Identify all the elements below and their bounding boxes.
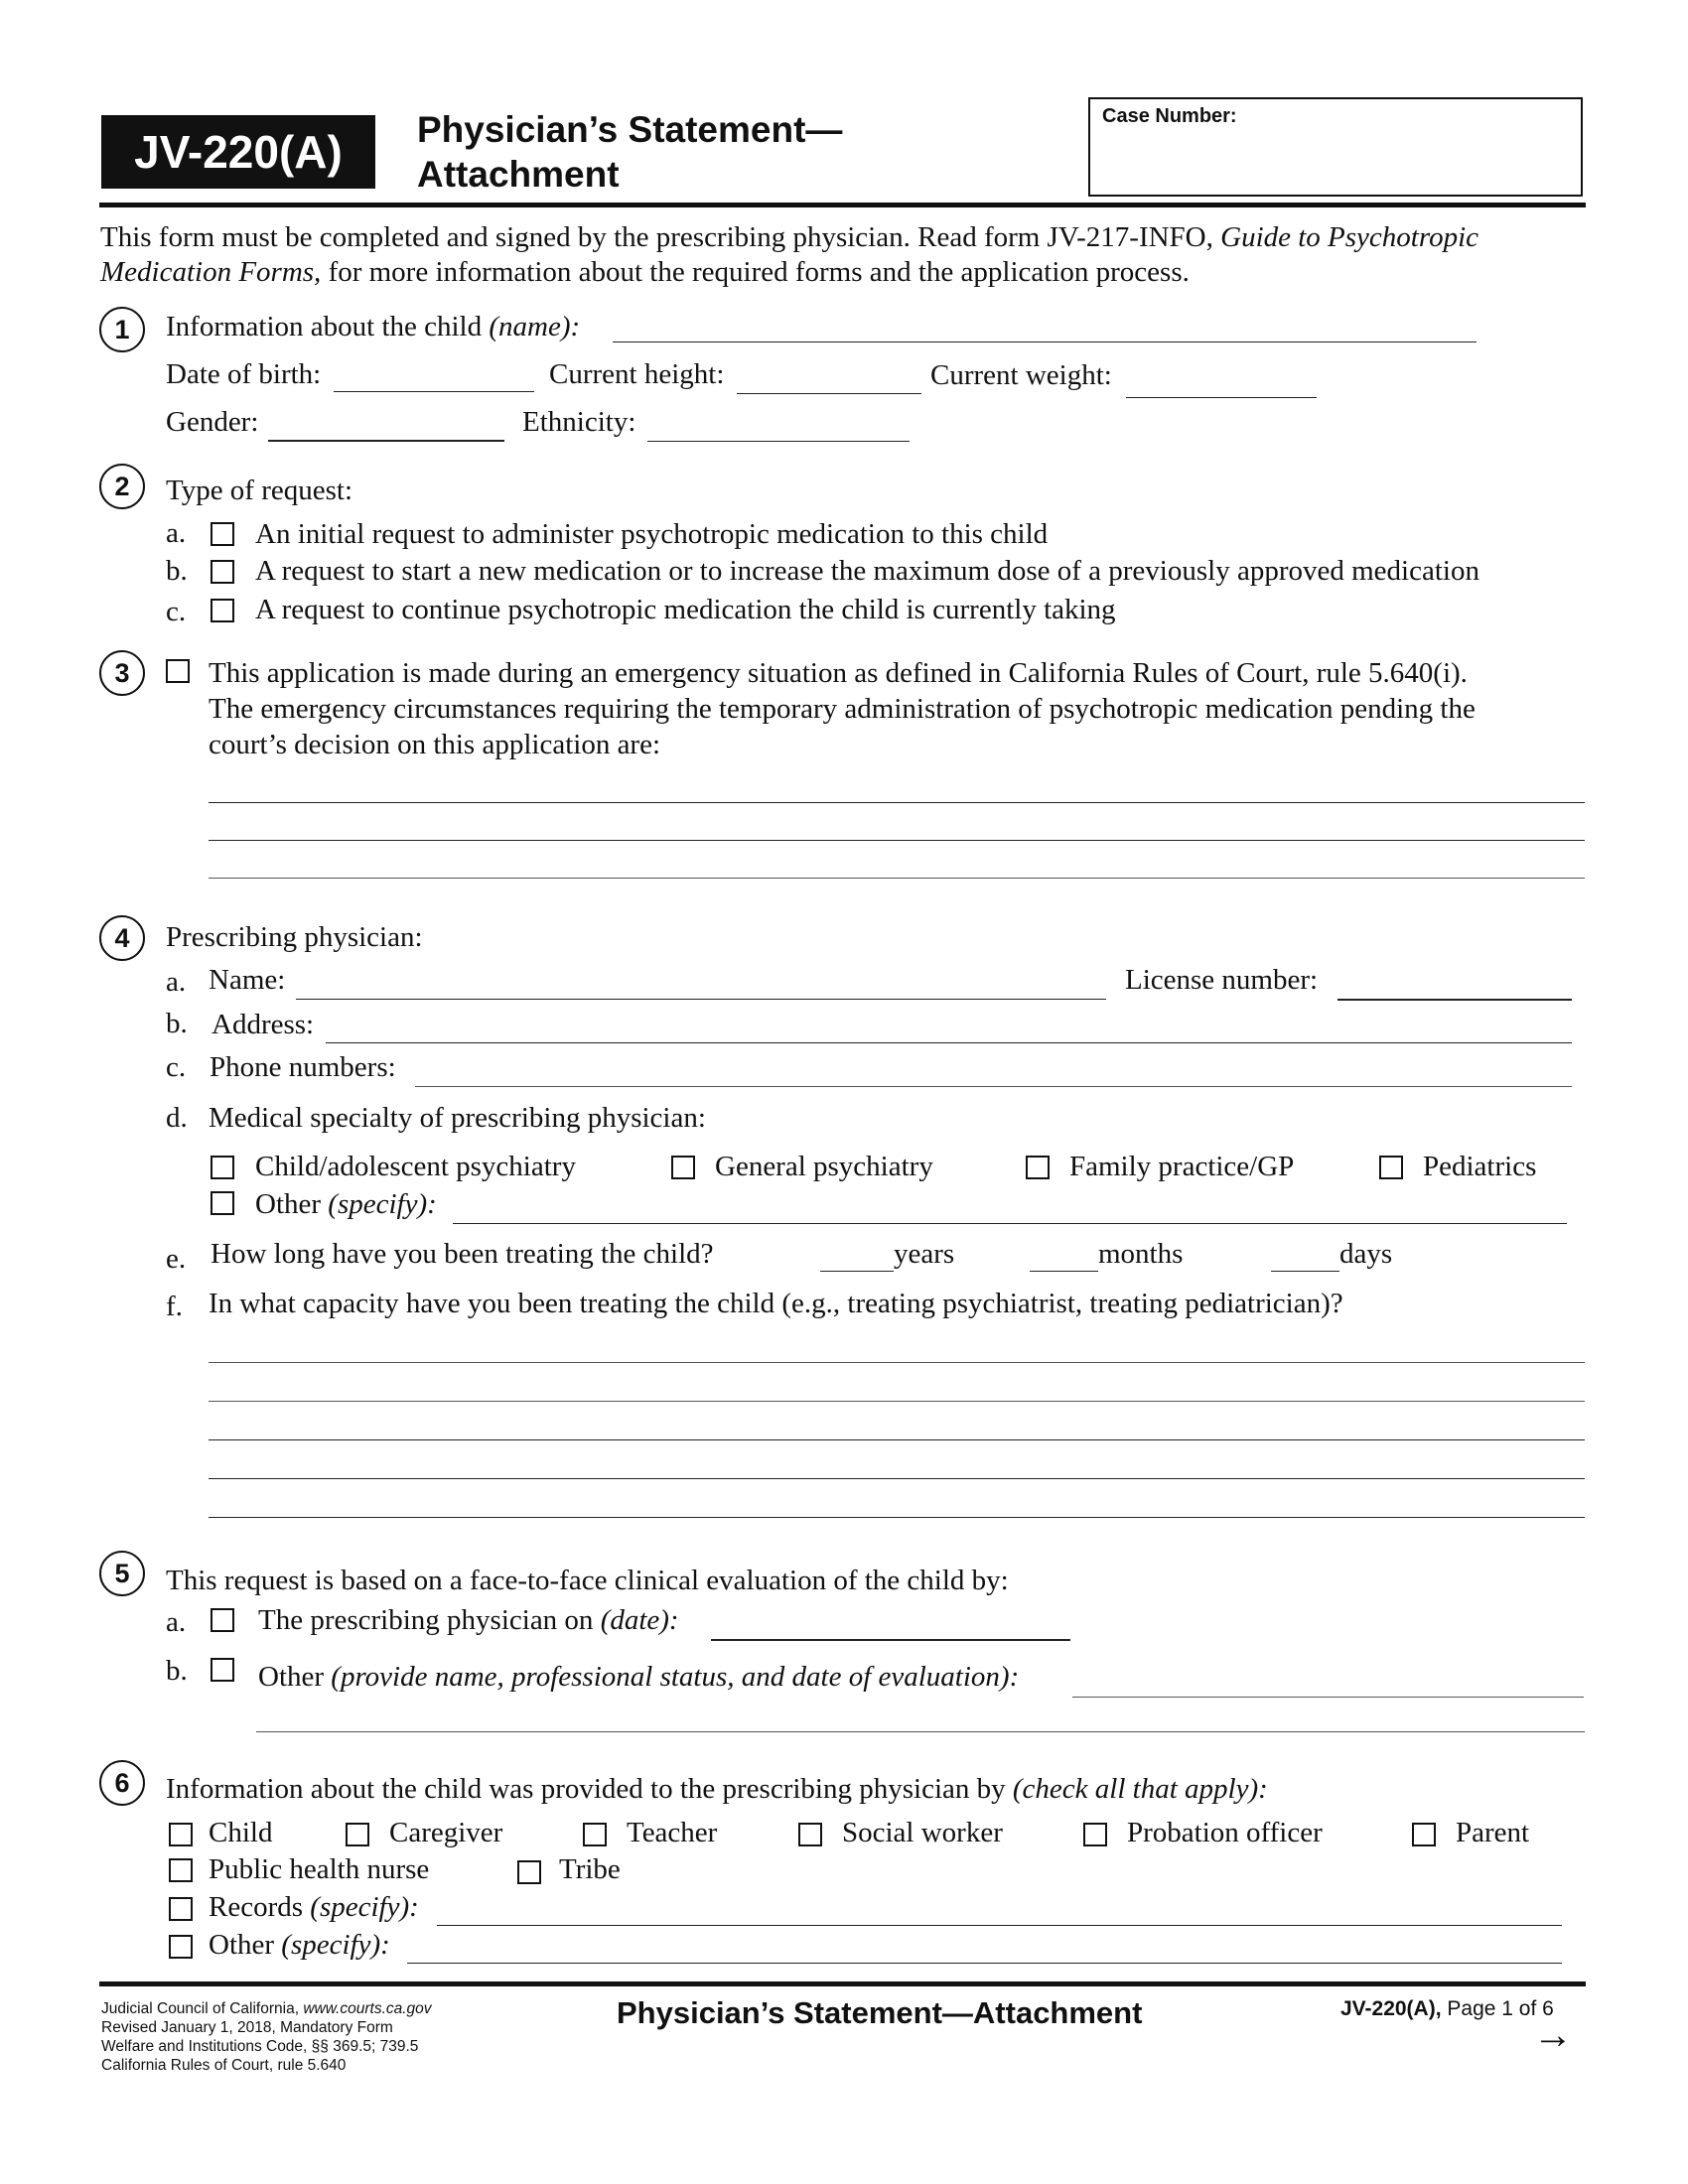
specialty-general-label: General psychiatry bbox=[715, 1151, 933, 1182]
footer-rule bbox=[99, 1981, 1586, 1986]
emergency-line2: The emergency circumstances requiring the temporary administration of psychotropic medication pending the bbox=[209, 693, 1476, 725]
specialty-label: Medical specialty of prescribing physician: bbox=[209, 1102, 706, 1134]
evaluation-a-letter: a. bbox=[166, 1606, 187, 1638]
source-caregiver-checkbox[interactable] bbox=[346, 1823, 369, 1846]
footer-page-info: JV-220(A), Page 1 of 6 bbox=[1340, 1997, 1554, 2020]
capacity-line-5[interactable] bbox=[209, 1517, 1585, 1518]
days-field[interactable] bbox=[1271, 1271, 1339, 1272]
source-tribe-label: Tribe bbox=[559, 1853, 621, 1885]
request-b-letter: b. bbox=[166, 555, 188, 587]
specialty-general-checkbox[interactable] bbox=[671, 1156, 695, 1179]
emergency-answer-line-2[interactable] bbox=[209, 840, 1585, 841]
physician-name-label: Name: bbox=[209, 964, 286, 996]
section-1-number: 1 bbox=[99, 307, 145, 352]
source-probation-officer-label: Probation officer bbox=[1127, 1817, 1323, 1848]
capacity-line-4[interactable] bbox=[209, 1478, 1585, 1479]
footer-line1: Judicial Council of California, www.courts.ca.gov bbox=[101, 2000, 432, 2017]
months-field[interactable] bbox=[1030, 1271, 1098, 1272]
form-id: JV-220(A) bbox=[134, 126, 343, 178]
next-page-arrow-icon[interactable]: → bbox=[1533, 2013, 1573, 2057]
emergency-answer-line-1[interactable] bbox=[209, 802, 1585, 803]
evaluation-date-field[interactable] bbox=[711, 1639, 1070, 1641]
evaluation-title: This request is based on a face-to-face clinical evaluation of the child by: bbox=[166, 1565, 1009, 1596]
source-teacher-label: Teacher bbox=[627, 1817, 718, 1848]
license-number-label: License number: bbox=[1125, 964, 1319, 996]
physician-c-letter: c. bbox=[166, 1051, 187, 1083]
gender-field[interactable] bbox=[268, 440, 504, 442]
ethnicity-field[interactable] bbox=[647, 441, 910, 442]
specialty-other-field[interactable] bbox=[453, 1223, 1567, 1224]
child-name-label: Information about the child (name): bbox=[166, 311, 581, 342]
physician-f-letter: f. bbox=[166, 1291, 183, 1322]
weight-field[interactable] bbox=[1126, 397, 1317, 398]
dob-field[interactable] bbox=[334, 391, 534, 392]
evaluation-b-letter: b. bbox=[166, 1655, 188, 1687]
capacity-label: In what capacity have you been treating the child (e.g., treating psychiatrist, treating pediatrician)? bbox=[209, 1288, 1343, 1319]
physician-name-field[interactable] bbox=[296, 999, 1106, 1000]
source-parent-checkbox[interactable] bbox=[1412, 1823, 1436, 1846]
section-4-number: 4 bbox=[99, 915, 145, 961]
physician-b-letter: b. bbox=[166, 1008, 188, 1039]
specialty-pediatrics-checkbox[interactable] bbox=[1379, 1156, 1403, 1179]
footer-line2: Revised January 1, 2018, Mandatory Form bbox=[101, 2019, 393, 2036]
physician-e-letter: e. bbox=[166, 1243, 187, 1275]
section-3-number: 3 bbox=[99, 650, 145, 696]
source-social-worker-checkbox[interactable] bbox=[798, 1823, 822, 1846]
address-field[interactable] bbox=[326, 1042, 1572, 1043]
source-other-checkbox[interactable] bbox=[169, 1935, 193, 1959]
emergency-line1: This application is made during an emergency situation as defined in California Rules of Court, rule 5.640(i). bbox=[209, 657, 1468, 689]
section-5-number: 5 bbox=[99, 1551, 145, 1596]
capacity-line-2[interactable] bbox=[209, 1401, 1585, 1402]
form-title bbox=[417, 107, 842, 197]
source-probation-officer-checkbox[interactable] bbox=[1083, 1823, 1107, 1846]
specialty-pediatrics-label: Pediatrics bbox=[1423, 1151, 1537, 1182]
source-social-worker-label: Social worker bbox=[842, 1817, 1003, 1848]
source-teacher-checkbox[interactable] bbox=[583, 1823, 607, 1846]
source-records-checkbox[interactable] bbox=[169, 1897, 193, 1921]
source-child-label: Child bbox=[209, 1817, 273, 1848]
emergency-checkbox[interactable] bbox=[166, 659, 190, 683]
specialty-child-checkbox[interactable] bbox=[211, 1156, 234, 1179]
request-type-title: Type of request: bbox=[166, 475, 353, 506]
days-label: days bbox=[1339, 1238, 1393, 1270]
intro-line2: Medication Forms, for more information about the required forms and the application process. bbox=[100, 256, 1190, 288]
height-field[interactable] bbox=[737, 393, 921, 394]
intro-line1: This form must be completed and signed by the prescribing physician. Read form JV-217-INFO, Guide to Psychotropic bbox=[100, 221, 1478, 253]
footer-line3: Welfare and Institutions Code, §§ 369.5; 739.5 bbox=[101, 2038, 419, 2055]
case-number-label: Case Number: bbox=[1102, 105, 1237, 127]
request-c-text: A request to continue psychotropic medication the child is currently taking bbox=[255, 594, 1116, 625]
specialty-other-label: Other (specify): bbox=[255, 1188, 437, 1220]
footer-center-title: Physician’s Statement—Attachment bbox=[617, 1995, 1143, 2030]
evaluation-other-field[interactable] bbox=[1072, 1697, 1584, 1698]
child-name-field[interactable] bbox=[613, 341, 1477, 342]
physician-a-letter: a. bbox=[166, 966, 187, 998]
evaluation-a-checkbox[interactable] bbox=[211, 1608, 234, 1632]
source-child-checkbox[interactable] bbox=[169, 1823, 193, 1846]
footer-line4: California Rules of Court, rule 5.640 bbox=[101, 2057, 347, 2074]
evaluation-a-label: The prescribing physician on (date): bbox=[258, 1604, 679, 1636]
request-c-letter: c. bbox=[166, 596, 187, 627]
source-records-field[interactable] bbox=[437, 1925, 1562, 1926]
request-b-text: A request to start a new medication or to increase the maximum dose of a previously approved medication bbox=[255, 555, 1479, 587]
physician-title: Prescribing physician: bbox=[166, 921, 423, 953]
source-public-health-nurse-label: Public health nurse bbox=[209, 1853, 430, 1885]
source-tribe-checkbox[interactable] bbox=[517, 1860, 541, 1884]
form-title-line2: Attachment bbox=[417, 154, 620, 195]
evaluation-other-line-2[interactable] bbox=[256, 1731, 1585, 1732]
emergency-answer-line-3[interactable] bbox=[209, 878, 1585, 879]
source-records-label: Records (specify): bbox=[209, 1891, 419, 1923]
request-a-text: An initial request to administer psychotropic medication to this child bbox=[255, 518, 1049, 550]
physician-d-letter: d. bbox=[166, 1102, 188, 1134]
years-label: years bbox=[894, 1238, 955, 1270]
gender-label: Gender: bbox=[166, 406, 259, 438]
source-parent-label: Parent bbox=[1456, 1817, 1530, 1848]
specialty-child-label: Child/adolescent psychiatry bbox=[255, 1151, 576, 1182]
months-label: months bbox=[1098, 1238, 1184, 1270]
header-rule bbox=[99, 203, 1586, 207]
source-other-field[interactable] bbox=[407, 1963, 1562, 1964]
phone-label: Phone numbers: bbox=[210, 1051, 396, 1083]
emergency-line3: court’s decision on this application are: bbox=[209, 729, 661, 760]
section-6-number: 6 bbox=[99, 1760, 145, 1806]
how-long-label: How long have you been treating the child? bbox=[211, 1238, 714, 1270]
source-other-label: Other (specify): bbox=[209, 1929, 390, 1961]
info-source-title: Information about the child was provided to the prescribing physician by (check all that apply): bbox=[166, 1773, 1268, 1805]
request-c-checkbox[interactable] bbox=[211, 599, 234, 622]
years-field[interactable] bbox=[820, 1271, 894, 1272]
dob-label: Date of birth: bbox=[166, 358, 322, 390]
section-2-number: 2 bbox=[99, 464, 145, 509]
capacity-line-1[interactable] bbox=[209, 1362, 1585, 1363]
capacity-line-3[interactable] bbox=[209, 1439, 1585, 1440]
address-label: Address: bbox=[211, 1009, 315, 1040]
evaluation-b-label: Other (provide name, professional status, and date of evaluation): bbox=[258, 1661, 1020, 1693]
specialty-family-label: Family practice/GP bbox=[1069, 1151, 1295, 1182]
height-label: Current height: bbox=[549, 358, 725, 390]
form-id-badge bbox=[101, 115, 375, 189]
evaluation-b-checkbox[interactable] bbox=[211, 1658, 234, 1682]
source-caregiver-label: Caregiver bbox=[389, 1817, 503, 1848]
request-a-checkbox[interactable] bbox=[211, 522, 234, 546]
phone-field[interactable] bbox=[415, 1086, 1572, 1087]
license-number-field[interactable] bbox=[1337, 999, 1572, 1001]
source-public-health-nurse-checkbox[interactable] bbox=[169, 1858, 193, 1882]
case-number-box[interactable] bbox=[1088, 97, 1583, 197]
form-title-line1: Physician’s Statement— bbox=[417, 109, 843, 150]
footer-left bbox=[101, 1999, 432, 2075]
request-b-checkbox[interactable] bbox=[211, 560, 234, 584]
specialty-other-checkbox[interactable] bbox=[211, 1191, 234, 1215]
request-a-letter: a. bbox=[166, 517, 187, 549]
weight-label: Current weight: bbox=[930, 359, 1112, 391]
ethnicity-label: Ethnicity: bbox=[522, 406, 636, 438]
specialty-family-checkbox[interactable] bbox=[1026, 1156, 1050, 1179]
